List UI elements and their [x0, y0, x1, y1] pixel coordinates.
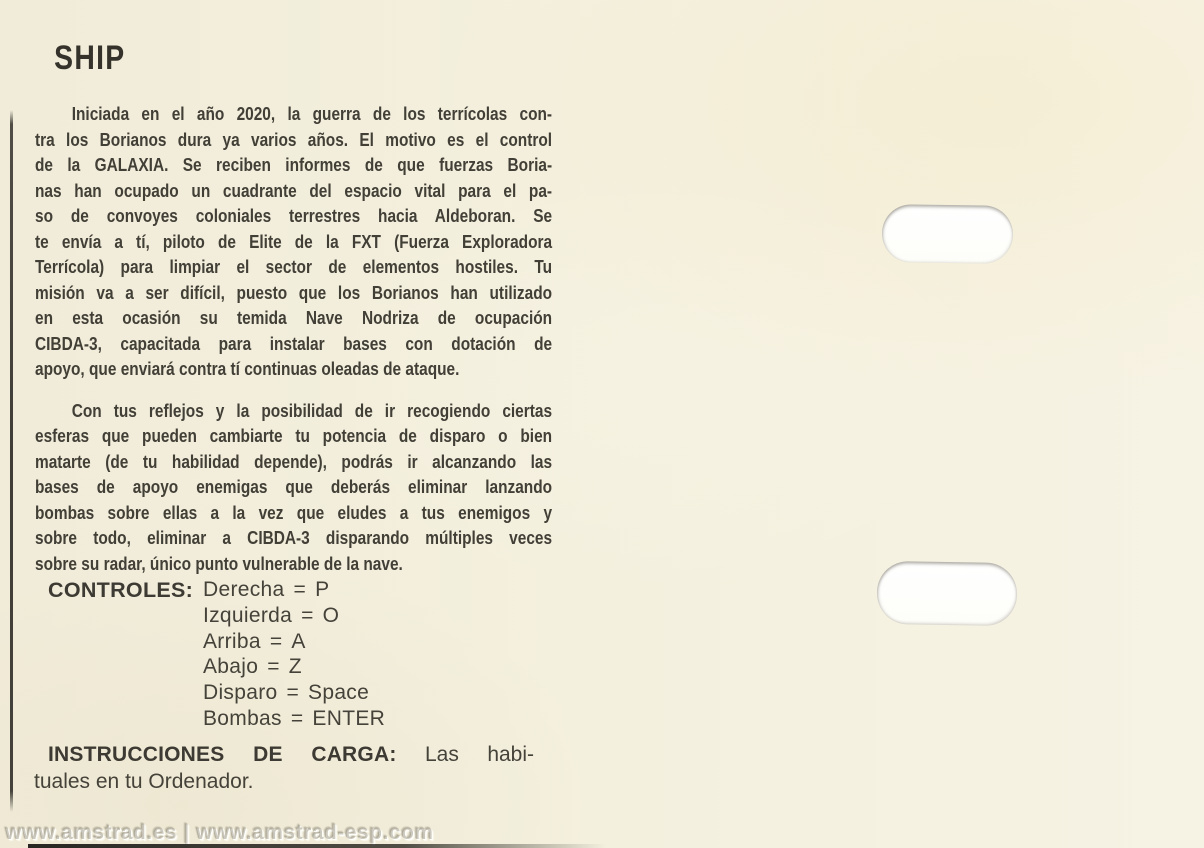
control-mapping-row — [203, 680, 385, 706]
control-key: P — [315, 578, 330, 601]
loading-instructions-text: Las habi- — [425, 743, 535, 766]
watermark: www.amstrad.es | www.amstrad-esp.com — [5, 821, 434, 844]
control-action: Disparo — [203, 681, 278, 705]
control-mapping-row — [203, 654, 385, 680]
control-mapping-row — [203, 577, 385, 603]
scan-edge-left — [10, 110, 13, 812]
control-key: A — [291, 629, 306, 653]
control-action: Abajo — [203, 655, 259, 679]
control-key: O — [322, 603, 340, 627]
binder-hole-top — [882, 204, 1014, 264]
control-key: Z — [288, 655, 302, 679]
loading-instructions-heading: INSTRUCCIONES DE CARGA: — [48, 743, 397, 766]
text-line: te envía a tí, piloto de Elite de la FXT (Fuerza Exploradora — [35, 230, 553, 252]
control-mapping-row — [203, 603, 385, 629]
text-line: so de convoyes coloniales terrestres hacia Aldeboran. Se — [35, 205, 553, 226]
equals-sign: = — [293, 578, 307, 601]
control-mapping-row — [203, 706, 385, 732]
text-line: sobre todo, eliminar a CIBDA-3 disparando múltiples veces — [35, 527, 553, 548]
scan-edge-bottom — [28, 844, 606, 848]
controls-heading: CONTROLES: — [48, 578, 194, 602]
equals-sign: = — [267, 655, 280, 679]
text-line: en esta ocasión su temida Nave Nodriza de ocupación — [35, 307, 553, 328]
controls-list — [203, 577, 385, 732]
text-line: CIBDA-3, capacitada para instalar bases con dotación de — [35, 332, 553, 354]
control-action: Arriba — [203, 629, 261, 653]
text-line: bases de apoyo enemigas que deberás eliminar lanzando — [35, 476, 553, 497]
text-line: bombas sobre ellas a la vez que eludes a tus enemigos y — [35, 501, 553, 523]
story-column — [35, 40, 552, 576]
text-line: nas han ocupado un cuadrante del espacio vital para el pa- — [35, 179, 553, 201]
text-line: misión va a ser difícil, puesto que los Borianos han utilizado — [35, 281, 553, 303]
text-line: matarte (de tu habilidad depende), podrás ir alcanzando las — [35, 450, 553, 472]
text-line: de la GALAXIA. Se reciben informes de que fuerzas Boria- — [35, 154, 553, 175]
text-line: tra los Borianos dura ya varios años. El motivo es el control — [35, 128, 553, 150]
loading-instructions — [34, 742, 534, 795]
text-line: Con tus reflejos y la posibilidad de ir recogiendo ciertas — [71, 399, 553, 421]
equals-sign: = — [269, 629, 283, 653]
story-paragraph-2 — [35, 398, 552, 577]
control-key: Space — [308, 681, 370, 705]
control-key: ENTER — [312, 706, 386, 730]
text-line: Terrícola) para limpiar el sector de elementos hostiles. Tu — [35, 256, 553, 277]
page-title: SHIP — [54, 39, 126, 77]
binder-hole-bottom — [876, 561, 1017, 626]
control-action: Derecha — [203, 578, 285, 601]
equals-sign: = — [290, 706, 304, 730]
story-paragraph-1 — [35, 101, 552, 382]
text-line: sobre su radar, único punto vulnerable de la nave. — [35, 552, 403, 574]
equals-sign: = — [301, 603, 314, 627]
text-line: Iniciada en el año 2020, la guerra de los terrícolas con- — [71, 103, 553, 124]
equals-sign: = — [286, 681, 300, 705]
loading-instructions-line-2: tuales en tu Ordenador. — [34, 769, 254, 793]
control-mapping-row — [203, 629, 385, 655]
controls-section — [48, 577, 385, 732]
control-action: Izquierda — [203, 603, 293, 627]
text-line: apoyo, que enviará contra tí continuas oleadas de ataque. — [35, 358, 460, 379]
control-action: Bombas — [203, 706, 282, 730]
loading-instructions-line-1 — [34, 742, 534, 769]
text-line: esferas que pueden cambiarte tu potencia de disparo o bien — [35, 425, 553, 446]
